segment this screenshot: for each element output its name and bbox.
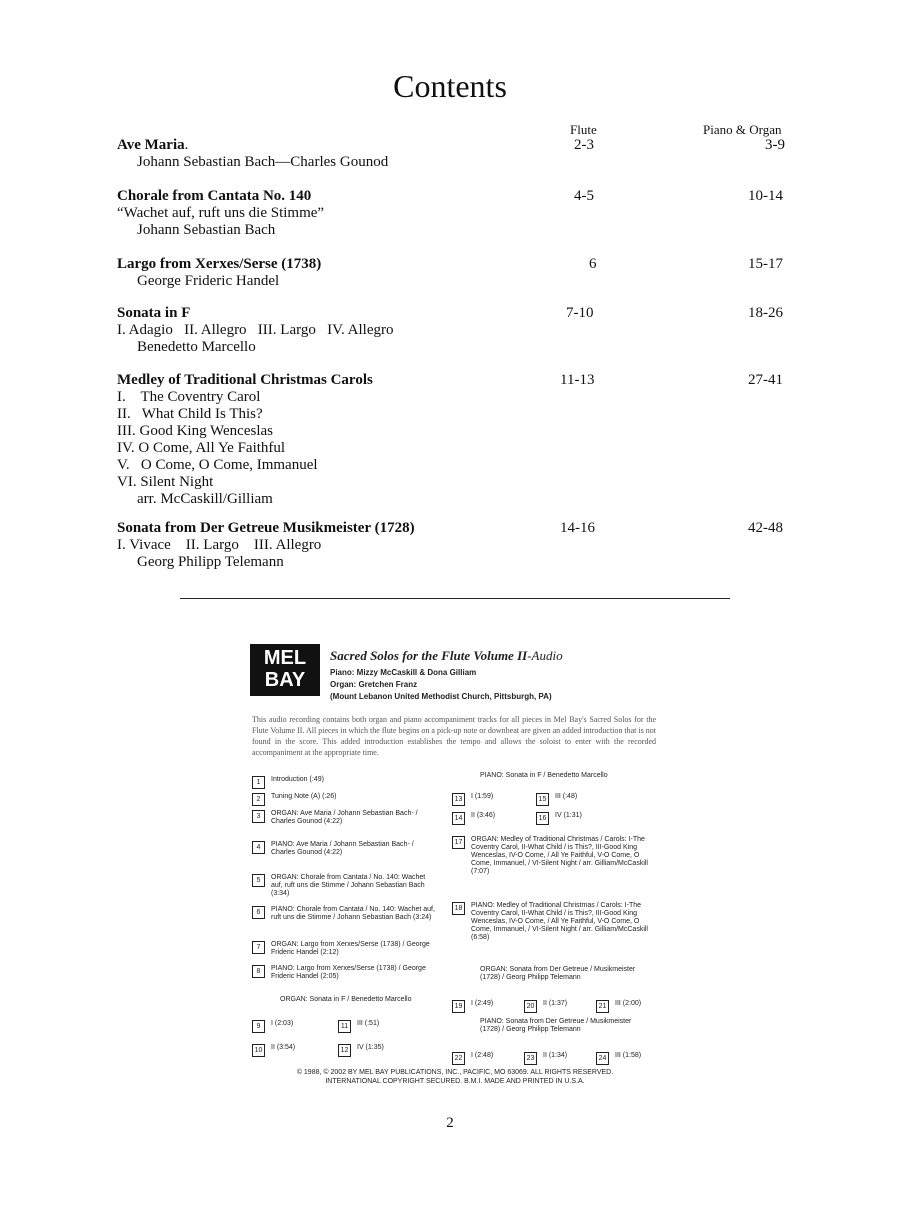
- flute-pages: 7-10: [566, 305, 594, 321]
- entry-line: II. What Child Is This?: [117, 406, 263, 422]
- contents-entry: [117, 372, 373, 508]
- flute-pages: 2-3: [574, 137, 594, 153]
- piano-pages: 15-17: [748, 256, 783, 272]
- organ-telemann-label: ORGAN: Sonata from Der Getreue / Musikmeister (1728) / Georg Philipp Telemann: [480, 966, 636, 981]
- page-title: Contents: [393, 68, 507, 104]
- entry-title: Largo from Xerxes/Serse (1738): [117, 256, 322, 272]
- track-item: 7 ORGAN: Largo from Xerxes/Serse (1738) / George Frideric Handel (2:12): [252, 941, 442, 957]
- entry-line: IV. O Come, All Ye Faithful: [117, 440, 286, 456]
- contents-entry: Ave Maria. Johann Sebastian Bach—Charles Gounod: [117, 137, 389, 170]
- entry-title: Sonata from Der Getreue Musikmeister (1728): [117, 520, 415, 536]
- track-item: 3 ORGAN: Ave Maria / Johann Sebastian Bach- / Charles Gounod (4:22): [252, 810, 442, 826]
- entry-title: Ave Maria: [117, 137, 185, 153]
- track-item: 1 Introduction (:49): [252, 776, 324, 789]
- piano-organ-column-header: Piano & Organ: [703, 122, 782, 137]
- track-item: 17 ORGAN: Medley of Traditional Christmas / Carols: I-The Coventry Carol, II-What Child / is This?, III-Good King Wenceslas, IV-O Come, / All Ye Faithful, V-O Come, O Come, Immanuel, / VI-Silent Night / arr. Gilliam/McCaskill (7:07): [452, 836, 660, 876]
- entry-line: Georg Philipp Telemann: [137, 554, 284, 570]
- track-item: 8 PIANO: Largo from Xerxes/Serse (1738) / George Frideric Handel (2:05): [252, 965, 442, 981]
- contents-entry: [117, 520, 415, 571]
- contents-entry: [117, 305, 393, 356]
- track-item: 24 III (1:58): [596, 1052, 641, 1065]
- track-item: 18 PIANO: Medley of Traditional Christmas / Carols: I-The Coventry Carol, II-What Child / is This?, III-Good King Wenceslas, IV-O Come, / All Ye Faithful, V-O Come, O Come, Immanuel, / VI-Silent Night / arr. Gilliam/McCaskill (6:58): [452, 902, 660, 942]
- track-item: 15 III (:48): [536, 793, 577, 806]
- piano-pages: 10-14: [748, 188, 783, 204]
- entry-line: I. Vivace II. Largo III. Allegro: [117, 537, 322, 553]
- flute-pages: 6: [589, 256, 597, 272]
- entry-line: “Wachet auf, ruft uns die Stimme”: [117, 205, 325, 221]
- entry-line: George Frideric Handel: [137, 273, 280, 289]
- mel-bay-logo: MEL BAY: [250, 644, 320, 696]
- piano-pages: 27-41: [748, 372, 783, 388]
- entry-line: I. The Coventry Carol: [117, 389, 261, 405]
- entry-line: Johann Sebastian Bach—Charles Gounod: [137, 154, 389, 170]
- piano-credit: Piano: Mizzy McCaskill & Dona Gilliam: [330, 668, 477, 677]
- track-item: 13 I (1:59): [452, 793, 493, 806]
- track-item: 6 PIANO: Chorale from Cantata / No. 140: Wachet auf, ruft uns die Stimme / Johann Sebastian Bach (3:24): [252, 906, 442, 922]
- entry-line: VI. Silent Night: [117, 474, 214, 490]
- contents-entry: [117, 188, 324, 239]
- piano-pages: 18-26: [748, 305, 783, 321]
- track-item: 23 II (1:34): [524, 1052, 567, 1065]
- flute-pages: 11-13: [560, 372, 595, 388]
- entry-line: III. Good King Wenceslas: [117, 423, 273, 439]
- entry-line: Benedetto Marcello: [137, 339, 256, 355]
- flute-pages: 14-16: [560, 520, 595, 536]
- entry-line: V. O Come, O Come, Immanuel: [117, 457, 318, 473]
- flute-column-header: Flute: [570, 122, 597, 137]
- piano-pages: 42-48: [748, 520, 783, 536]
- church-credit: (Mount Lebanon United Methodist Church, Pittsburgh, PA): [330, 692, 552, 701]
- audio-intro: This audio recording contains both organ and piano accompaniment tracks for all pieces in Mel Bay's Sacred Solos for the Flute Volume II. All pieces in which the flute begins on a pick-up note or downbeat are given an added introduction that is not found in the score. This added introduction establishes the tempo and allows the soloist to enter with the recorded accompaniment at the appropriate time.: [252, 715, 656, 757]
- entry-line: arr. McCaskill/Gilliam: [137, 491, 273, 507]
- track-item: 9 I (2:03): [252, 1020, 293, 1033]
- flute-pages: 4-5: [574, 188, 594, 204]
- copyright: © 1988, © 2002 BY MEL BAY PUBLICATIONS, INC., PACIFIC, MO 63069. ALL RIGHTS RESERVED. INTERNATIONAL COPYRIGHT SECURED. B.M.I. MADE AND PRINTED IN U.S.A.: [296, 1069, 614, 1085]
- track-item: 5 ORGAN: Chorale from Cantata / No. 140: Wachet auf, ruft uns die Stimme / Johann Sebastian Bach (3:34): [252, 874, 442, 898]
- track-item: 12 IV (1:35): [338, 1044, 384, 1057]
- organ-sonata-label: ORGAN: Sonata in F / Benedetto Marcello: [280, 996, 412, 1003]
- piano-pages: 3-9: [765, 137, 785, 153]
- track-item: 11 III (:51): [338, 1020, 379, 1033]
- entry-title: Sonata in F: [117, 305, 191, 321]
- piano-telemann-label: PIANO: Sonata from Der Getreue / Musikmeister (1728) / Georg Philipp Telemann: [480, 1018, 632, 1033]
- entry-line: Johann Sebastian Bach: [137, 222, 276, 238]
- track-item: 22 I (2:48): [452, 1052, 493, 1065]
- track-item: 14 II (3:46): [452, 812, 495, 825]
- audio-heading: Sacred Solos for the Flute Volume II-Audio: [330, 648, 563, 663]
- divider: [180, 598, 730, 599]
- track-item: 2 Tuning Note (A) (:26): [252, 793, 337, 806]
- track-item: 16 IV (1:31): [536, 812, 582, 825]
- track-item: 21 III (2:00): [596, 1000, 641, 1013]
- piano-sonata-label: PIANO: Sonata in F / Benedetto Marcello: [480, 772, 608, 779]
- track-item: 4 PIANO: Ave Maria / Johann Sebastian Bach- / Charles Gounod (4:22): [252, 841, 442, 857]
- page-number: 2: [446, 1115, 454, 1131]
- track-item: 10 II (3:54): [252, 1044, 295, 1057]
- contents-entry: [117, 256, 321, 290]
- entry-title: Chorale from Cantata No. 140: [117, 188, 312, 204]
- track-item: 19 I (2:49): [452, 1000, 493, 1013]
- track-item: 20 II (1:37): [524, 1000, 567, 1013]
- audio-insert: [250, 640, 660, 1090]
- entry-line: I. Adagio II. Allegro III. Largo IV. Allegro: [117, 322, 394, 338]
- organ-credit: Organ: Gretchen Franz: [330, 680, 418, 689]
- entry-title: Medley of Traditional Christmas Carols: [117, 372, 373, 388]
